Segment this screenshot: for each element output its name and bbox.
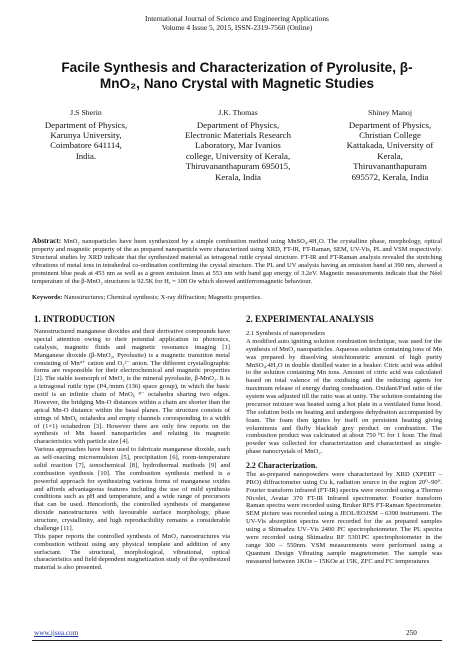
author-name: J.S Sherin [70, 108, 102, 117]
page-number: 250 [406, 629, 417, 637]
paragraph: A modified auto igniting solution combustion technique, was used for the synthesis of MnO₂ nanoparticles. Aqueous solution containing ions of Mn was prepared by dissolving stoichiometric amount of high purity MnSO₄.4H₂O in double distilled water in a beaker. Citric acid was added to the solution containing Mn ions. Amount of citric acid was calculated based on total valence of the oxidising and the reducing agents for maximum release of energy during combustion. Oxidant/Fuel ratio of the system was adjusted till the ratio was at unity. The solution containing the precursor mixture was heated using a hot plate in a ventilated fume hood. The solution boils on heating and undergoes dehydration accompanied by foam. The foam then ignites by itself on persistent heating giving voluminous and fluffy blackish grey product on combustion. The combustion product was calcinated at about 750 ⁰C for 1 hour. The final powder was collected for characterization and characterised as single-phase nanocrystals of MnO₂. [246, 337, 442, 456]
author-affiliation-line: Karunya University, [50, 130, 122, 140]
journal-volume: Volume 4 Issue 5, 2015, ISSN-2319-7560 (Online) [161, 23, 313, 32]
paragraph: Various approaches have been used to fabricate manganese dioxide, such as self-reacting microemulsion [5], precipitation [6], room-temperature solid reaction [7], sonochemical [8], hydrothermal methods [9] and combustion synthesis [10]. The combustion synthesis method is a powerful approach for synthesizing various forms of manganese oxides and affords advantageous features including the use of mild synthesis conditions such as pH and temperature, and a wide range of precursors that can be used. Henceforth, the controlled synthesis of manganese dioxide nanostructures with favourable surface morphology, phase structure, crystallinity, and high reproducibility remains a considerable challenge [11]. [34, 446, 230, 532]
author-affiliation-line: Department of Physics, [44, 119, 128, 130]
author-affiliation-line: Laboratory, Mar Ivanios [195, 140, 281, 151]
paragraph: The as-prepared nanopowders were characterized by XRD (XPERT – PRO) diffractometer using Cu kₐ radiation source in the region 20⁰–90⁰. Fourier transform infrared (FT-IR) spectra were recorded using a Thermo Nicolet, Avatar 370 FT-IR Infrared spectrometer. Fourier transform Raman spectra were recorded using Bruker RFS FT-Raman Spectrometer. SEM picture was recorded using a JEOL/EOJSM – 6390 instrument. The UV-Vis absorption spectra were recorded for the as prepared samples using a Shimadzu UV–Vis 2400 PC spectrophotometer. The PL spectra were recorded using Shimadzu RF 5301PC spectrophotometer in the range 300 – 550nm. VSM measurements were performed using a Quantum Design Vibrating sample magnetometer. The sample was measured between 1KOe – 15KOe at 15K, ZFC and FC temperatures [246, 470, 442, 565]
author-name: J.K. Thomas [218, 108, 258, 117]
introduction-body [34, 328, 230, 572]
author-affiliation-line: Thiruvananthapuram 695015, [185, 161, 291, 172]
author-affiliation-line: Coimbatore 641114, [50, 140, 122, 151]
author-affiliation-line: Electronic Materials Research [184, 130, 291, 140]
paragraph: This paper reports the controlled synthesis of MnO₂ nanostructures via combustion without using any physical template and addition of any surfactant. The structural, morphological, vibrational, optical characteristics and field dependent magnetization study of the synthesized material is also presented. [34, 532, 230, 572]
introduction-heading: 1. INTRODUCTION [34, 314, 116, 324]
author-block-1 [30, 108, 142, 161]
author-affiliation-line: Kattakada, University of [346, 140, 434, 151]
author-block-3 [330, 108, 450, 182]
author-affiliation-line: Department of Physics, [196, 119, 280, 130]
title-line-1: Facile Synthesis and Characterization of Pyrolusite, β- [61, 60, 413, 75]
author-affiliation-line: Thiruvananthapuram [353, 161, 427, 172]
keywords [32, 294, 442, 302]
author-block-2 [168, 108, 308, 182]
keywords-text: Nanostructures; Chemical synthesis; X-ray diffraction; Magnetic properties. [63, 294, 262, 301]
experimental-body [246, 330, 442, 565]
journal-website-link[interactable]: www.ijsea.com [34, 629, 79, 637]
keywords-label: Keywords: [32, 294, 63, 301]
author-affiliation-line: Christian College [359, 130, 421, 140]
author-affiliation-line: Kerala, [377, 150, 403, 161]
journal-header [0, 14, 474, 32]
author-name: Shiney Manoj [368, 108, 412, 117]
abstract-text: MnO₂ nanoparticles have been synthesized by a simple combustion method using MnSO₄.4H₂O. The crystalline phase, morphology, optical property and magnetic property of the as prepared nanoparticle were characterized using XRD, FT-IR, FT-Raman, SEM, UV-Vis, PL and VSM respectively. Structural studies by XRD indicate that the synthesized material as tetragonal rutile crystal structure. FT-IR and FT-Raman analysis revealed the stretching vibrations of metal ions in tetrahedral co-ordination confirming the crystal structure. The PL and UV analysis having an emission band at 390 nm, showed a prominent blue peak at 453 nm as well as a green emission lines at 553 nm with band gap energy of 3.2eV. Magnetic measurements indicate that the Néel temperature of the β-MnO₂ structures is 92.5K for Hₑ = 100 Oe which showed antiferromagnetic behaviour. [32, 238, 443, 285]
title-line-2: MnO₂, Nano Crystal with Magnetic Studies [99, 76, 375, 91]
paragraph: Nanostructured manganese dioxides and their derivative compounds have special attention owing to their potential application in photonics, catalysis, magnetic fluids and magnetic resonance imaging [1] Manganese dioxide (β-MnO₂, Pyrolusite) is a magnetic transition metal consisting of Mn⁴⁺ cation and O₂²⁻ anion. The different crystallographic forms are responsible for their electrochemical and magnetic properties [2]. The stable isomorph of MnO₂ is the mineral pyrolusite, β-MnO₂. It is a tetragonal rutile type (P4₂/mnm (136) space group), in which the basic motif is an infinite chain of MnO₆ ⁸⁻ octahedra sharing two edges. However, the bridging Mn-O distances within a chain are shorter than the apical Mn-O distance within the basal planes. The structure consists of strings of MnO₆ octahedra and empty channels corresponding to a width of (1×1) octahedron [3]. However there are only few reports on the synthesis of Mn based nanoparticles and relating its magnetic characteristics with particle size [4]. [34, 328, 230, 446]
footer-rule [32, 640, 442, 641]
journal-name: International Journal of Science and Engineering Applications [145, 14, 329, 23]
author-affiliation-line: Department of Physics, [348, 119, 432, 130]
author-affiliation-line: college, University of Kerala, [185, 150, 291, 161]
subsection-title: 2.2 Characterization. [246, 461, 318, 470]
experimental-heading: 2. EXPERIMENTAL ANALYSIS [246, 314, 374, 324]
abstract-label: Abstract: [32, 237, 62, 245]
paper-title [30, 60, 444, 92]
subsection-title: 2.1 Synthesis of nanopowders [246, 330, 326, 337]
author-affiliation-line: Kerala, India [215, 171, 261, 182]
author-affiliation-line: 695572, Kerala, India [351, 171, 429, 182]
abstract [32, 238, 442, 285]
author-affiliation-line: India. [75, 150, 97, 161]
